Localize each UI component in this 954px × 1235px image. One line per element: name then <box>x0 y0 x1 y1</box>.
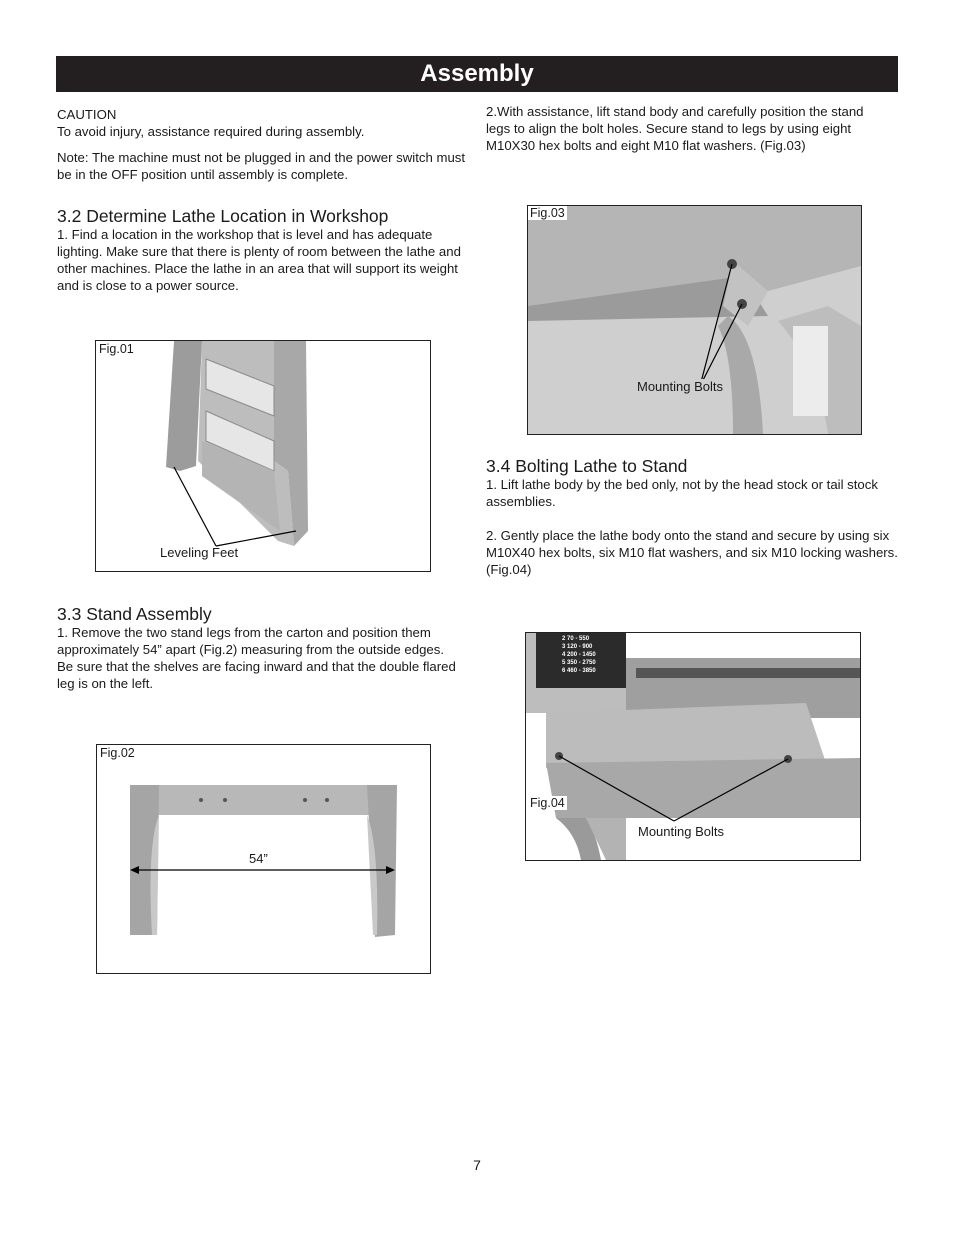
stand-leg-illustration <box>96 341 430 571</box>
figure-02 <box>96 744 431 974</box>
speed-range: 200 - 1450 <box>567 652 596 658</box>
speed-chart <box>562 635 616 675</box>
figure-03-label: Fig.03 <box>530 206 565 220</box>
section-3-4-step-2: 2. Gently place the lathe body onto the stand and secure by using six M10X40 hex bolts, six M10 flat washers, and six M10 locking washers. (Fig.04) <box>486 528 898 577</box>
dimension-54-label: 54” <box>249 851 268 866</box>
speed-step: 6 <box>562 668 566 674</box>
step-2-text: 2.With assistance, lift stand body and carefully position the stand legs to align the bolt holes. Secure stand to legs by using eight M10X30 hex bolts and eight M10 flat washers. (Fig.03) <box>486 104 864 153</box>
power-note: Note: The machine must not be plugged in and the power switch must be in the OFF position until assembly is complete. <box>57 150 466 182</box>
section-3-4-step-1: 1. Lift lathe body by the bed only, not by the head stock or tail stock assemblies. <box>486 477 878 509</box>
figure-03 <box>527 205 862 435</box>
mounting-bolts-callout-fig03: Mounting Bolts <box>637 379 723 394</box>
figure-04 <box>525 632 861 861</box>
figure-01-label: Fig.01 <box>99 342 134 356</box>
figure-04-label: Fig.04 <box>530 796 565 810</box>
section-banner <box>56 56 898 92</box>
speed-range: 460 - 3850 <box>567 668 596 674</box>
speed-step: 2 <box>562 636 566 642</box>
stand-bolting-photo <box>528 206 861 434</box>
banner-title: Assembly <box>420 60 534 87</box>
leveling-feet-callout: Leveling Feet <box>160 545 239 560</box>
speed-range: 350 - 2750 <box>567 660 596 666</box>
section-3-2-heading: 3.2 Determine Lathe Location in Workshop <box>57 206 389 226</box>
caution-block <box>57 106 477 140</box>
speed-step: 5 <box>562 660 566 666</box>
speed-range: 70 - 550 <box>567 636 590 642</box>
page-number: 7 <box>473 1157 481 1173</box>
figure-02-label: Fig.02 <box>100 746 135 760</box>
mounting-bolts-callout-fig04: Mounting Bolts <box>638 824 724 839</box>
caution-text: To avoid injury, assistance required during assembly. <box>57 124 365 139</box>
section-3-3-heading: 3.3 Stand Assembly <box>57 604 212 624</box>
section-3-2-text: 1. Find a location in the workshop that is level and has adequate lighting. Make sure that there is plenty of room between the lathe and other machines. Place the lathe in an area that will support its weight and is close to a power source. <box>57 227 461 293</box>
section-3-3-text: 1. Remove the two stand legs from the carton and position them approximately 54” apart (Fig.2) measuring from the outside edges. Be sure that the shelves are facing inward and that the double flared leg is on the left. <box>57 625 456 691</box>
speed-range: 120 - 900 <box>567 644 593 650</box>
speed-step: 3 <box>562 644 566 650</box>
caution-title: CAUTION <box>57 107 117 122</box>
speed-step: 4 <box>562 652 566 658</box>
section-3-4-heading: 3.4 Bolting Lathe to Stand <box>486 456 688 476</box>
figure-01 <box>95 340 431 572</box>
